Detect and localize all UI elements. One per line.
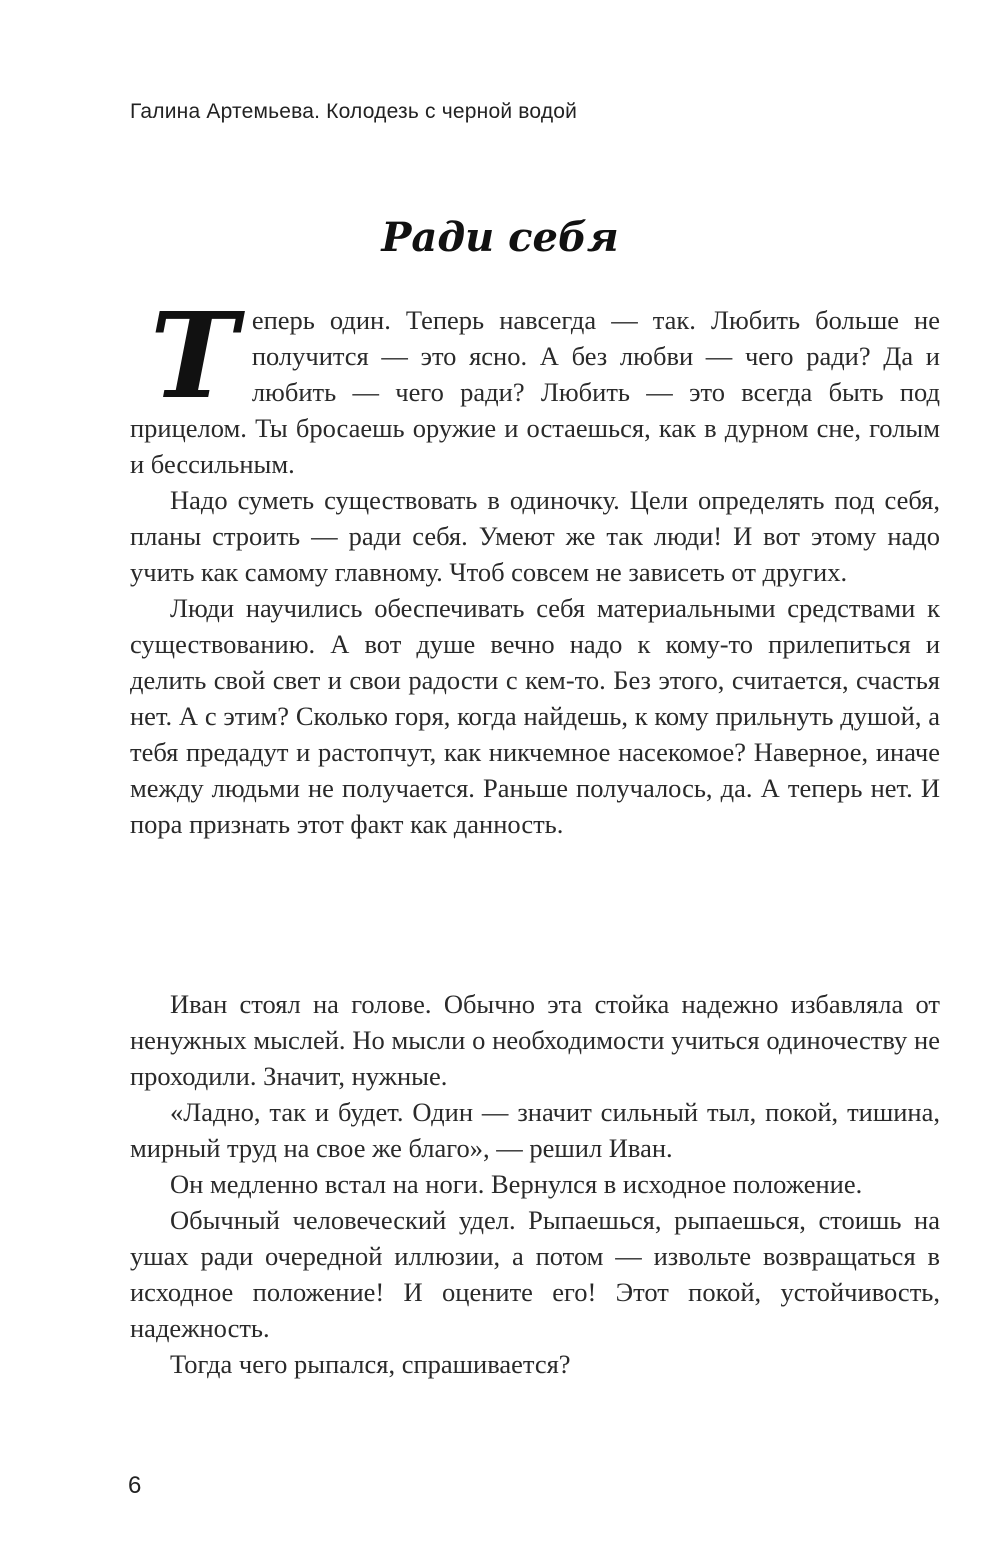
drop-cap: Т: [150, 286, 238, 425]
text-section-2: [130, 986, 940, 1382]
page-number: 6: [128, 1472, 142, 1499]
paragraph: Люди научились обеспечивать себя материальными средствами к существованию. А вот душе вечно надо к кому-то прилепиться и делить свой свет и свои радости с кем-то. Без этого, считается, счастья нет. А с этим? Сколько горя, когда найдешь, к кому прильнуть душой, а тебя предадут и растопчут, как никчемное насекомое? Наверное, иначе между людьми не получается. Раньше получалось, да. А теперь нет. И пора признать этот факт как данность.: [130, 593, 940, 839]
paragraph-text: еперь один. Теперь навсегда — так. Любить больше не получится — это ясно. А без любви — чего ради? Да и любить — чего ради? Любить — это всегда быть под прицелом. Ты бросаешь оружие и остаешься, как в дурном сне, голым и бессильным.: [130, 305, 940, 479]
paragraph: Иван стоял на голове. Обычно эта стойка надежно избавляла от ненужных мыслей. Но мысли о необходимости учиться одиночеству не проходили. Значит, нужные.: [130, 989, 940, 1091]
paragraph: «Ладно, так и будет. Один — значит сильный тыл, покой, тишина, мирный труд на свое же благо», — решил Иван.: [130, 1097, 940, 1163]
running-header: Галина Артемьева. Колодезь с черной водой: [130, 100, 578, 123]
paragraph: Он медленно встал на ноги. Вернулся в исходное положение.: [170, 1169, 863, 1199]
chapter-title: Ради себя: [381, 214, 619, 261]
paragraph: Обычный человеческий удел. Рыпаешься, рыпаешься, стоишь на ушах ради очередной иллюзии, а потом — извольте возвращаться в исходное положение! И оцените его! Этот покой, устойчивость, надежность.: [130, 1205, 940, 1343]
paragraph: [130, 286, 940, 482]
paragraph: Надо суметь существовать в одиночку. Цели определять под себя, планы строить — ради себя. Умеют же так люди! И вот этому надо учить как самому главному. Чтоб совсем не зависеть от других.: [130, 485, 940, 587]
paragraph: Тогда чего рыпался, спрашивается?: [170, 1349, 571, 1379]
text-section-1: [130, 286, 940, 842]
